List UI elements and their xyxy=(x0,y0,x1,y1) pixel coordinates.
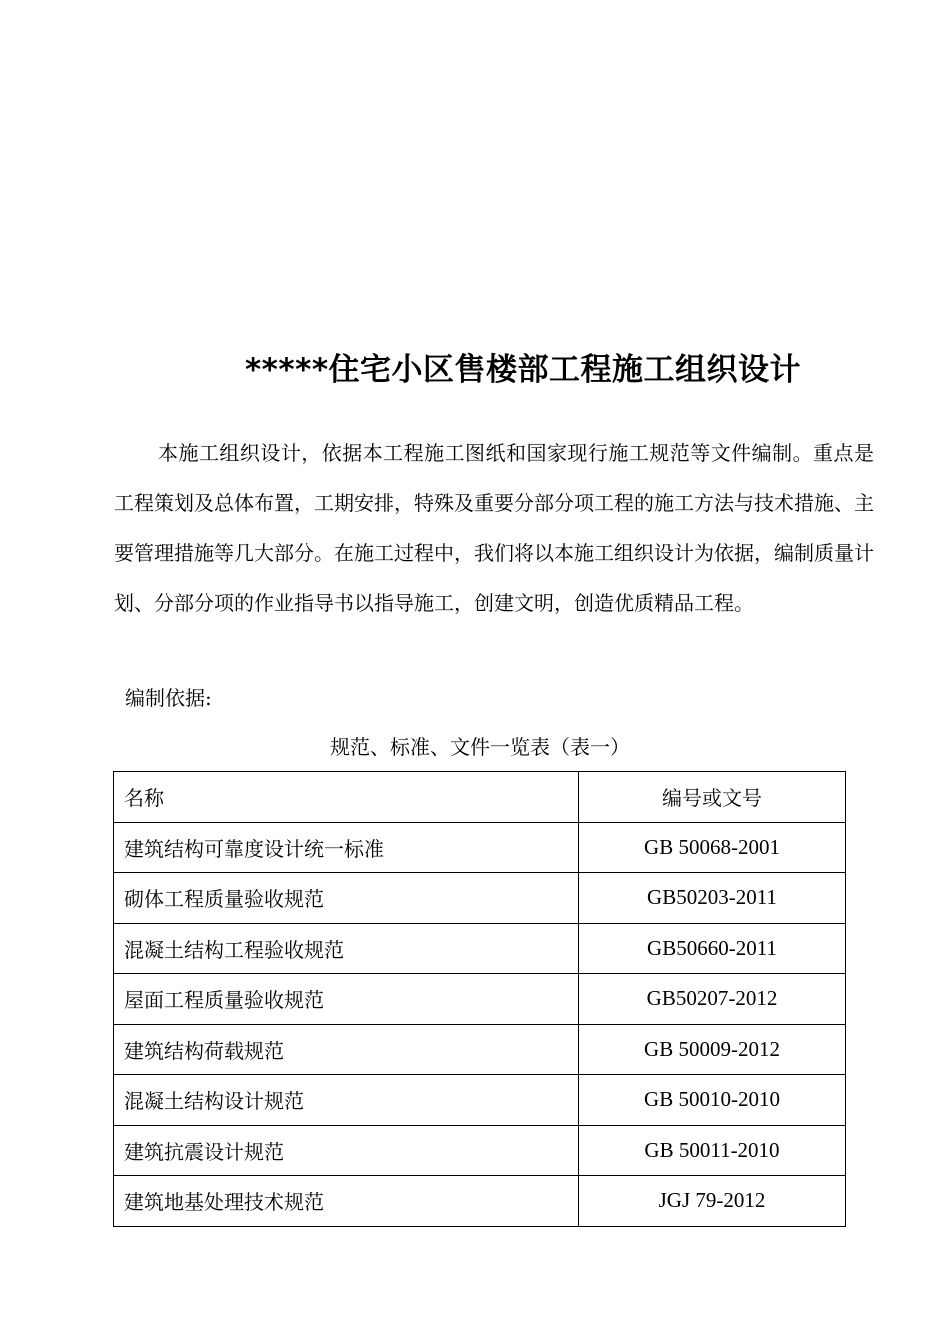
standard-name-cell: 建筑结构可靠度设计统一标准 xyxy=(114,822,579,873)
table-row xyxy=(114,974,846,1025)
document-title: *****住宅小区售楼部工程施工组织设计 xyxy=(244,351,802,388)
intro-paragraph: 本施工组织设计，依据本工程施工图纸和国家现行施工规范等文件编制。重点是工程策划及总体布置，工期安排，特殊及重要分部分项工程的施工方法与技术措施、主要管理措施等几大部分。在施工过程中，我们将以本施工组织设计为依据，编制质量计划、分部分项的作业指导书以指导施工，创建文明，创造优质精品工程。 xyxy=(114,441,874,615)
standard-code-cell: GB 50009-2012 xyxy=(579,1024,846,1075)
standard-code-cell: GB 50011-2010 xyxy=(579,1125,846,1176)
table-header-row xyxy=(114,772,846,823)
table-row xyxy=(114,1024,846,1075)
header-name-cell: 名称 xyxy=(114,772,579,823)
table-row xyxy=(114,1075,846,1126)
table-caption: 规范、标准、文件一览表（表一） xyxy=(330,735,630,759)
standard-name-cell: 建筑地基处理技术规范 xyxy=(114,1176,579,1227)
standards-table xyxy=(113,771,846,1227)
standard-code-cell: GB 50068-2001 xyxy=(579,822,846,873)
table-row xyxy=(114,923,846,974)
standard-name-cell: 屋面工程质量验收规范 xyxy=(114,974,579,1025)
standard-code-cell: GB 50010-2010 xyxy=(579,1075,846,1126)
standard-name-cell: 建筑结构荷载规范 xyxy=(114,1024,579,1075)
table-row xyxy=(114,822,846,873)
table-row xyxy=(114,1125,846,1176)
standard-name-cell: 混凝土结构设计规范 xyxy=(114,1075,579,1126)
standard-name-cell: 砌体工程质量验收规范 xyxy=(114,873,579,924)
header-code-cell: 编号或文号 xyxy=(579,772,846,823)
standard-code-cell: GB50660-2011 xyxy=(579,923,846,974)
standard-code-cell: GB50207-2012 xyxy=(579,974,846,1025)
standard-code-cell: JGJ 79-2012 xyxy=(579,1176,846,1227)
standard-name-cell: 建筑抗震设计规范 xyxy=(114,1125,579,1176)
basis-label: 编制依据: xyxy=(125,686,212,710)
standard-code-cell: GB50203-2011 xyxy=(579,873,846,924)
table-row xyxy=(114,873,846,924)
standard-name-cell: 混凝土结构工程验收规范 xyxy=(114,923,579,974)
table-row xyxy=(114,1176,846,1227)
